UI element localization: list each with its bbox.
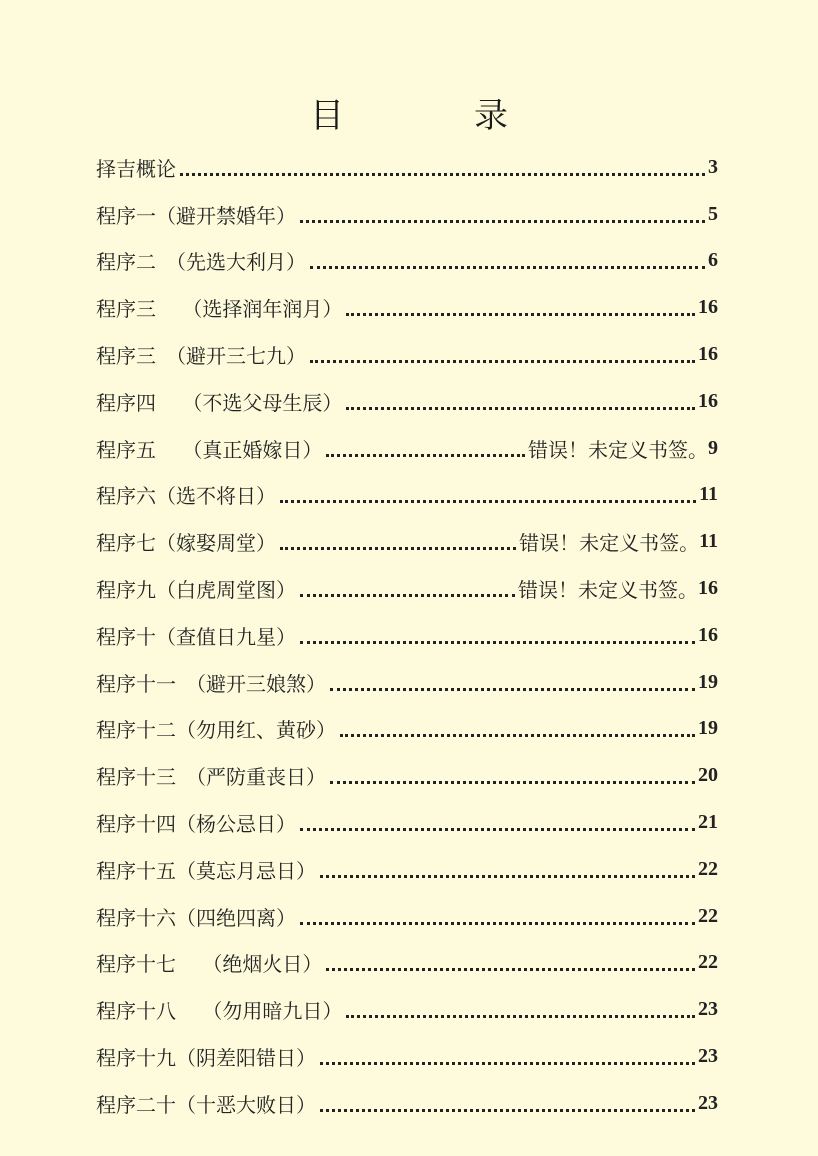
toc-entry-page: 9 xyxy=(708,436,718,459)
toc-leader-dots xyxy=(346,293,695,316)
toc-entry-label: 程序十五（莫忘月忌日） xyxy=(96,858,316,883)
toc-leader-dots xyxy=(320,1089,695,1112)
toc-entry[interactable] xyxy=(96,472,718,519)
toc-entry[interactable] xyxy=(96,331,718,378)
toc-entry-page: 6 xyxy=(708,249,718,272)
toc-entry-label: 程序十九（阴差阳错日） xyxy=(96,1046,316,1071)
toc-entry-label: 程序七（嫁娶周堂） xyxy=(96,531,276,556)
toc-leader-dots xyxy=(346,995,695,1018)
toc-entry-label: 程序十四（杨公忌日） xyxy=(96,812,296,837)
toc-entry-page: 19 xyxy=(698,670,718,693)
toc-entry-page: 16 xyxy=(698,296,718,319)
toc-leader-dots xyxy=(310,340,695,363)
toc-entry[interactable] xyxy=(96,1033,718,1080)
toc-entry-label: 程序二十（十恶大败日） xyxy=(96,1092,316,1117)
toc-leader-dots xyxy=(340,714,695,737)
toc-leader-dots xyxy=(320,855,695,878)
toc-entry-label: 程序十（查值日九星） xyxy=(96,624,296,649)
toc-leader-dots xyxy=(280,527,516,550)
toc-entry-label: 程序十七 （绝烟火日） xyxy=(96,952,323,977)
toc-entry-page: 16 xyxy=(698,623,718,646)
toc-entry-page: 22 xyxy=(698,904,718,927)
toc-entry[interactable] xyxy=(96,425,718,472)
table-of-contents xyxy=(96,144,718,1127)
toc-leader-dots xyxy=(310,246,705,269)
toc-entry[interactable] xyxy=(96,378,718,425)
toc-entry[interactable] xyxy=(96,659,718,706)
toc-leader-dots xyxy=(300,200,705,223)
toc-entry-label: 程序三 （避开三七九） xyxy=(96,344,306,369)
toc-entry[interactable] xyxy=(96,986,718,1033)
toc-entry[interactable] xyxy=(96,284,718,331)
toc-leader-dots xyxy=(300,902,695,925)
toc-entry-label: 程序四 （不选父母生辰） xyxy=(96,390,343,415)
toc-leader-dots xyxy=(300,808,695,831)
toc-leader-dots xyxy=(330,668,695,691)
toc-entry-page: 16 xyxy=(698,577,718,600)
toc-entry-page: 11 xyxy=(699,530,718,553)
page-title: 目 录 xyxy=(310,96,556,136)
toc-entry-label: 择吉概论 xyxy=(96,156,176,181)
toc-leader-dots xyxy=(300,574,515,597)
toc-entry-label: 程序十六（四绝四离） xyxy=(96,905,296,930)
toc-entry-label: 程序二 （先选大利月） xyxy=(96,250,306,275)
toc-entry[interactable] xyxy=(96,612,718,659)
toc-entry-error: 错误！未定义书签。 xyxy=(528,437,708,462)
toc-leader-dots xyxy=(326,434,525,457)
toc-entry[interactable] xyxy=(96,940,718,987)
toc-entry[interactable] xyxy=(96,752,718,799)
toc-leader-dots xyxy=(326,948,695,971)
toc-entry[interactable] xyxy=(96,191,718,238)
toc-entry-error: 错误！未定义书签。 xyxy=(519,531,700,556)
toc-entry-page: 23 xyxy=(698,1045,718,1068)
toc-entry-label: 程序一（避开禁婚年） xyxy=(96,203,296,228)
toc-entry-label: 程序十一 （避开三娘煞） xyxy=(96,671,326,696)
toc-entry[interactable] xyxy=(96,1080,718,1127)
toc-entry-label: 程序六（选不将日） xyxy=(96,484,276,509)
toc-entry[interactable] xyxy=(96,565,718,612)
toc-entry-page: 16 xyxy=(698,343,718,366)
toc-entry-label: 程序三 （选择润年润月） xyxy=(96,297,343,322)
toc-entry-page: 22 xyxy=(698,951,718,974)
toc-entry-page: 5 xyxy=(708,202,718,225)
toc-entry-label: 程序十三 （严防重丧日） xyxy=(96,765,326,790)
toc-entry-page: 16 xyxy=(698,389,718,412)
toc-entry[interactable] xyxy=(96,799,718,846)
toc-entry-page: 20 xyxy=(698,764,718,787)
toc-entry[interactable] xyxy=(96,846,718,893)
toc-entry[interactable] xyxy=(96,238,718,285)
toc-entry-page: 11 xyxy=(699,483,718,506)
toc-leader-dots xyxy=(320,1042,695,1065)
toc-leader-dots xyxy=(180,153,705,176)
toc-entry-page: 19 xyxy=(698,717,718,740)
toc-entry[interactable] xyxy=(96,706,718,753)
toc-entry-error: 错误！未定义书签。 xyxy=(518,578,698,603)
toc-entry-label: 程序十二（勿用红、黄砂） xyxy=(96,718,336,743)
toc-leader-dots xyxy=(280,480,696,503)
toc-entry-page: 23 xyxy=(698,1091,718,1114)
toc-entry[interactable] xyxy=(96,893,718,940)
toc-leader-dots xyxy=(300,621,695,644)
toc-entry-label: 程序十八 （勿用暗九日） xyxy=(96,999,343,1024)
toc-entry-page: 21 xyxy=(698,811,718,834)
toc-entry-page: 22 xyxy=(698,857,718,880)
toc-entry-page: 23 xyxy=(698,998,718,1021)
toc-entry-label: 程序五 （真正婚嫁日） xyxy=(96,437,323,462)
toc-leader-dots xyxy=(330,761,695,784)
toc-leader-dots xyxy=(346,387,695,410)
toc-entry[interactable] xyxy=(96,518,718,565)
toc-entry[interactable] xyxy=(96,144,718,191)
toc-entry-label: 程序九（白虎周堂图） xyxy=(96,578,296,603)
toc-entry-page: 3 xyxy=(708,155,718,178)
